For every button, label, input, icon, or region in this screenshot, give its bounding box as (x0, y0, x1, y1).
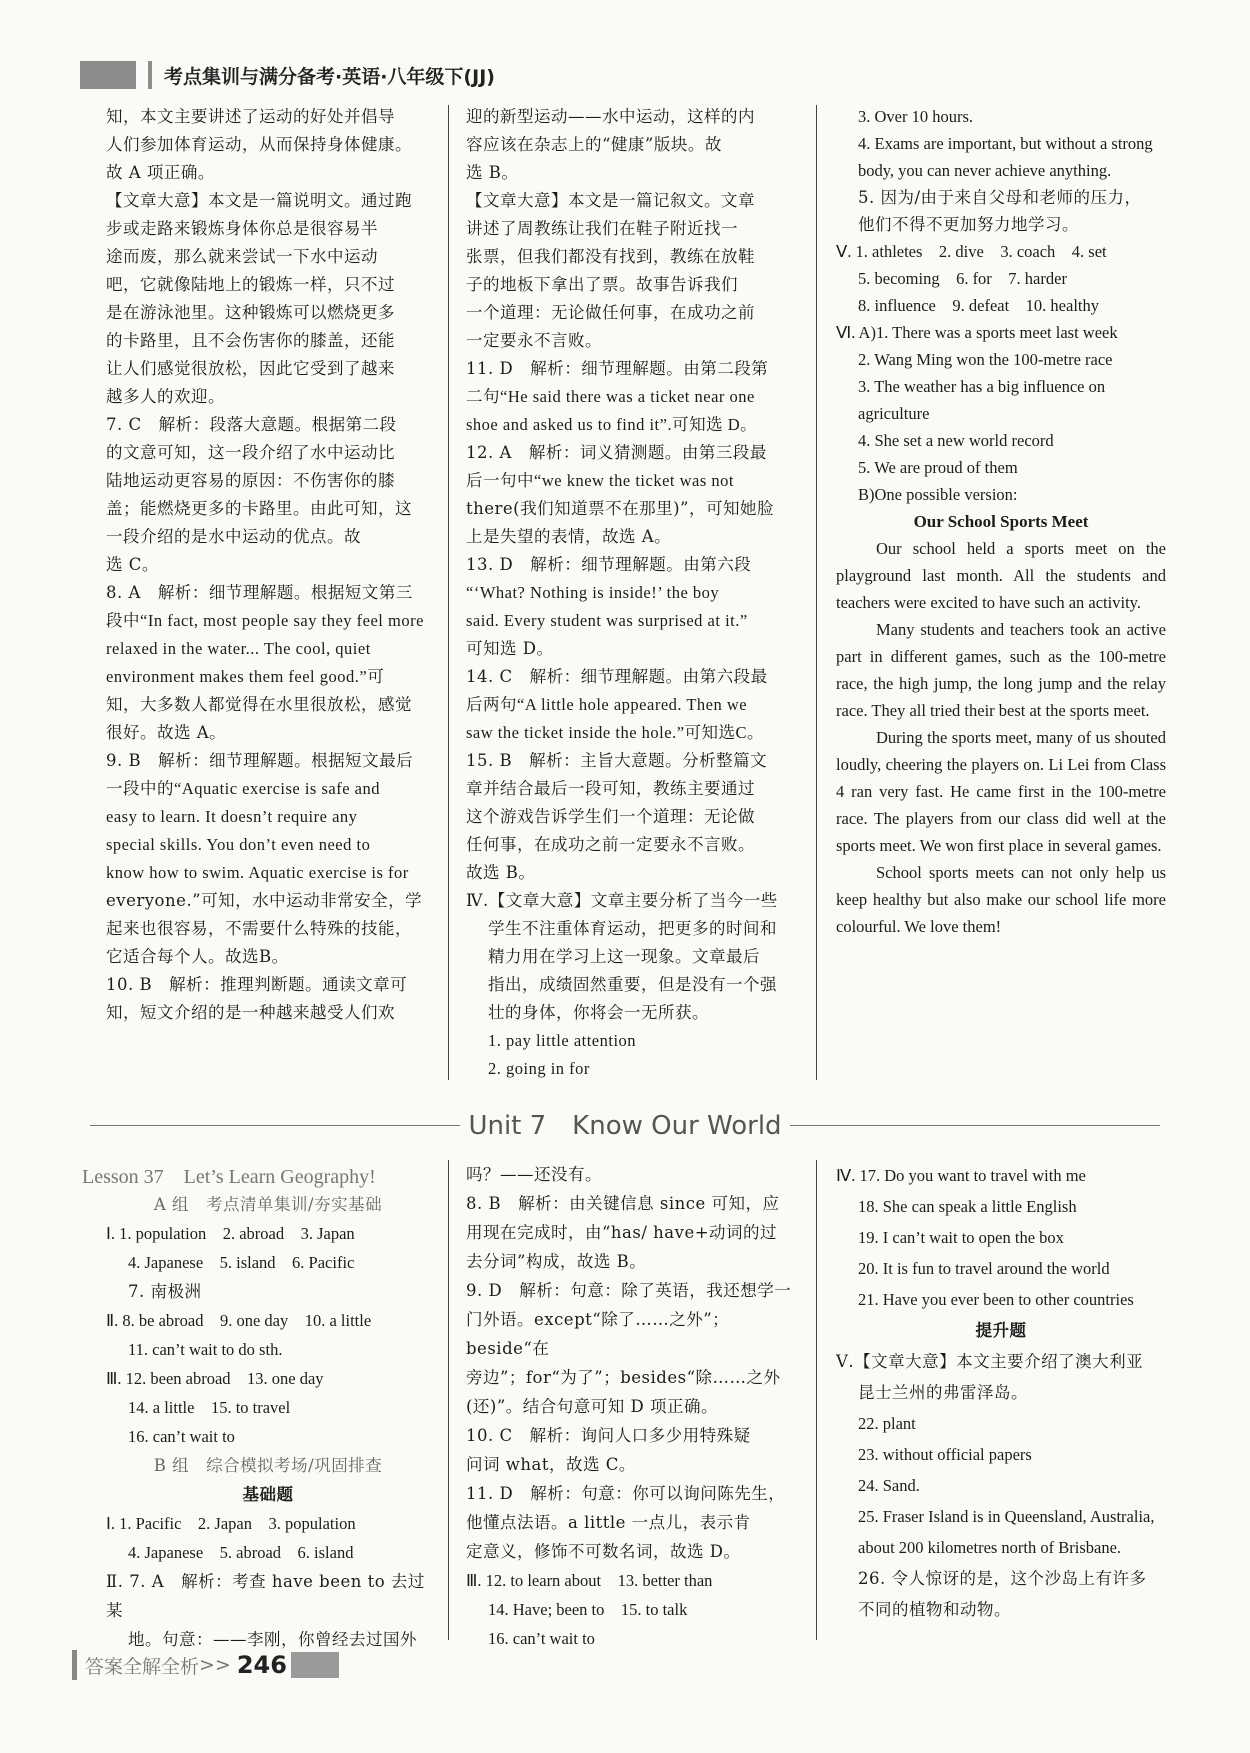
column-3-bottom (836, 1160, 1166, 1625)
text-line: Ⅳ.【文章大意】文章主要分析了当今一些 (466, 891, 778, 910)
text-line: 的卡路里，且不会伤害你的膝盖，还能 (106, 331, 395, 350)
text-line: 段中“In fact, most people say they feel more (106, 611, 424, 630)
text-line: about 200 kilometres north of Brisbane. (858, 1538, 1122, 1557)
text-line: 9. D 解析：句意：除了英语，我还想学一 (466, 1281, 792, 1300)
text-line: 定意义，修饰不可数名词，故选 D。 (466, 1542, 741, 1561)
header-decor-block (80, 61, 136, 89)
column-1-bottom (106, 1190, 430, 1654)
text-line: 7. 南极洲 (128, 1282, 202, 1301)
text-line: 5. We are proud of them (858, 458, 1018, 477)
text-line: Ⅱ. 8. be abroad 9. one day 10. a little (106, 1311, 372, 1330)
text-line: 5. becoming 6. for 7. harder (858, 269, 1067, 288)
unit-title: Unit 7 Know Our World (468, 1111, 782, 1141)
text-line: 26. 令人惊讶的是，这个沙岛上有许多 (858, 1569, 1147, 1588)
text-line: special skills. You don’t even need to (106, 835, 371, 854)
text-line: Ⅴ.【文章大意】本文主要介绍了澳大利亚 (836, 1352, 1144, 1371)
text-line: 盖；能燃烧更多的卡路里。由此可知，这 (106, 499, 412, 518)
section-heading: 提升题 (975, 1321, 1027, 1340)
text-line: 10. B 解析：推理判断题。通读文章可 (106, 975, 408, 994)
text-line: 去分词”构成，故选 B。 (466, 1252, 647, 1271)
text-line: 2. Wang Ming won the 100-metre race (858, 350, 1113, 369)
text-line: 8. A 解析：细节理解题。根据短文第三 (106, 583, 413, 602)
text-line: 3. The weather has a big influence on (858, 377, 1106, 396)
text-line: 10. C 解析：询问人口多少用特殊疑 (466, 1426, 751, 1445)
unit-title-rule-right (790, 1125, 1160, 1126)
text-line: 途而废，那么就来尝试一下水中运动 (106, 247, 378, 266)
text-line: 知，本文主要讲述了运动的好处并倡导 (106, 107, 395, 126)
text-line: shoe and asked us to find it”.可知选 D。 (466, 415, 758, 434)
text-line: 上是失望的表情，故选 A。 (466, 527, 672, 546)
text-line: 3. Over 10 hours. (858, 107, 974, 126)
text-line: Ⅴ. 1. athletes 2. dive 3. coach 4. set (836, 242, 1107, 261)
footer-decor-block (291, 1652, 339, 1678)
text-line: B)One possible version: (858, 485, 1018, 504)
text-line: 指出，成绩固然重要，但是没有一个强 (488, 975, 777, 994)
text-line: 不同的植物和动物。 (858, 1600, 1011, 1619)
text-line: 2. going in for (488, 1059, 590, 1078)
text-line: 迎的新型运动——水中运动，这样的内 (466, 107, 755, 126)
text-line: 14. C 解析：细节理解题。由第六段最 (466, 667, 768, 686)
text-line: body, you can never achieve anything. (858, 161, 1112, 180)
text-line: 旁边”；for“为了”；besides“除……之外 (466, 1368, 781, 1387)
text-line: 11. can’t wait to do sth. (128, 1340, 283, 1359)
text-line: 11. D 解析：句意：你可以询问陈先生， (466, 1484, 786, 1503)
header-decor-bar (148, 61, 152, 89)
text-line: 门外语。except“除了……之外”；beside“在 (466, 1310, 730, 1358)
column-rule (816, 1160, 817, 1640)
column-2-bottom (466, 1160, 796, 1653)
column-2-top (466, 103, 796, 1083)
text-line: 24. Sand. (858, 1476, 920, 1495)
text-line: Ⅲ. 12. been abroad 13. one day (106, 1369, 324, 1388)
running-header (80, 58, 495, 92)
text-line: 19. I can’t wait to open the box (858, 1228, 1064, 1247)
text-line: 让人们感觉很放松，因此它受到了越来 (106, 359, 395, 378)
text-line: 8. B 解析：由关键信息 since 可知，应 (466, 1194, 780, 1213)
essay-title: Our School Sports Meet (913, 512, 1089, 531)
text-line: agriculture (858, 404, 930, 423)
text-line: 4. She set a new world record (858, 431, 1054, 450)
text-line: 用现在完成时，由“has/ have+动词的过 (466, 1223, 778, 1242)
text-line: 14. a little 15. to travel (128, 1398, 291, 1417)
text-line: 4. Japanese 5. abroad 6. island (128, 1543, 354, 1562)
essay-paragraph: Many students and teachers took an active part in different games, such as the 100-metre race, the high jump, the long jump and the relay race. They all tried their best at the sports meet. (836, 620, 1166, 720)
text-line: 很好。故选 A。 (106, 723, 227, 742)
text-line: 9. B 解析：细节理解题。根据短文最后 (106, 751, 414, 770)
text-line: 是在游泳池里。这种锻炼可以燃烧更多 (106, 303, 395, 322)
text-line: 后两句“A little hole appeared. Then we (466, 695, 748, 714)
text-line: 越多人的欢迎。 (106, 387, 225, 406)
section-heading: 基础题 (242, 1485, 294, 1504)
text-line: 人们参加体育运动，从而保持身体健康。 (106, 135, 412, 154)
text-line: 23. without official papers (858, 1445, 1032, 1464)
text-line: 【文章大意】本文是一篇说明文。通过跑 (106, 191, 412, 210)
text-line: 吗？——还没有。 (466, 1165, 602, 1184)
text-line: 他懂点法语。a little 一点儿，表示肯 (466, 1513, 751, 1532)
essay-paragraph: Our school held a sports meet on the playground last month. All the students and teachers were excited to have such an activity. (836, 539, 1166, 612)
text-line: 它适合每个人。故选B。 (106, 947, 289, 966)
text-line: 壮的身体，你将会一无所获。 (488, 1003, 709, 1022)
footer-decor-bar (72, 1650, 77, 1680)
text-line: 4. Exams are important, but without a strong (858, 134, 1153, 153)
text-line: 11. D 解析：细节理解题。由第二段第 (466, 359, 769, 378)
text-line: 陆地运动更容易的原因：不伤害你的膝 (106, 471, 395, 490)
text-line: 15. B 解析：主旨大意题。分析整篇文 (466, 751, 768, 770)
column-rule (448, 1160, 449, 1640)
text-line: 吧，它就像陆地上的锻炼一样，只不过 (106, 275, 395, 294)
text-line: relaxed in the water... The cool, quiet (106, 639, 371, 658)
text-line: 章并结合最后一段可知，教练主要通过 (466, 779, 755, 798)
text-line: 4. Japanese 5. island 6. Pacific (128, 1253, 355, 1272)
text-line: 13. D 解析：细节理解题。由第六段 (466, 555, 752, 574)
text-line: 一段介绍的是水中运动的优点。故 (106, 527, 361, 546)
text-line: 7. C 解析：段落大意题。根据第二段 (106, 415, 397, 434)
text-line: 16. can’t wait to (128, 1427, 235, 1446)
column-1-top (106, 103, 430, 1027)
text-line: 昆士兰州的弗雷泽岛。 (858, 1383, 1028, 1402)
text-line: Ⅰ. 1. population 2. abroad 3. Japan (106, 1224, 355, 1243)
text-line: 20. It is fun to travel around the world (858, 1259, 1110, 1278)
text-line: know how to swim. Aquatic exercise is for (106, 863, 409, 882)
text-line: 步或走路来锻炼身体你总是很容易半 (106, 219, 378, 238)
text-line: 容应该在杂志上的“健康”版块。故 (466, 135, 722, 154)
text-line: 这个游戏告诉学生们一个道理：无论做 (466, 807, 755, 826)
text-line: 的文意可知，这一段介绍了水中运动比 (106, 443, 395, 462)
column-3-top (836, 103, 1166, 940)
text-line: 12. A 解析：词义猜测题。由第三段最 (466, 443, 767, 462)
text-line: there(我们知道票不在那里)”，可知她脸 (466, 499, 774, 518)
header-title: 考点集训与满分备考·英语·八年级下(JJ) (164, 65, 495, 88)
text-line: 21. Have you ever been to other countries (858, 1290, 1134, 1309)
text-line: 地。句意：——李刚，你曾经去过国外 (128, 1630, 417, 1649)
text-line: 1. pay little attention (488, 1031, 637, 1050)
text-line: Ⅰ. 1. Pacific 2. Japan 3. population (106, 1514, 356, 1533)
text-line: 精力用在学习上这一现象。文章最后 (488, 947, 760, 966)
text-line: 选 B。 (466, 163, 519, 182)
text-line: environment makes them feel good.”可 (106, 667, 385, 686)
text-line: 故选 B。 (466, 863, 536, 882)
text-line: saw the ticket inside the hole.”可知选C。 (466, 723, 765, 742)
text-line: 一段中的“Aquatic exercise is safe and (106, 779, 380, 798)
section-heading: A 组 考点清单集训/夯实基础 (153, 1195, 383, 1214)
text-line: 18. She can speak a little English (858, 1197, 1077, 1216)
lesson-title: Lesson 37 Let’s Learn Geography! (82, 1166, 376, 1188)
text-line: 讲述了周教练让我们在鞋子附近找一 (466, 219, 738, 238)
text-line: Ⅲ. 12. to learn about 13. better than (466, 1571, 713, 1590)
text-line: 张票，但我们都没有找到，教练在放鞋 (466, 247, 755, 266)
essay-paragraph: During the sports meet, many of us shouted loudly, cheering the players on. Li Lei from Class 4 ran very fast. He came first in the 100-metre race. The players from our class did well at the sports meet. We won first place in several games. (836, 728, 1166, 855)
text-line: 选 C。 (106, 555, 159, 574)
column-rule (448, 105, 449, 1080)
text-line: 学生不注重体育运动，把更多的时间和 (488, 919, 777, 938)
text-line: Ⅳ. 17. Do you want to travel with me (836, 1166, 1086, 1185)
column-rule (816, 105, 817, 1080)
text-line: easy to learn. It doesn’t require any (106, 807, 358, 826)
text-line: 二句“He said there was a ticket near one (466, 387, 755, 406)
text-line: 可知选 D。 (466, 639, 554, 658)
essay-paragraph: School sports meets can not only help us keep healthy but also make our school life more colourful. We love them! (836, 863, 1166, 936)
text-line: 8. influence 9. defeat 10. healthy (858, 296, 1099, 315)
text-line: 一定要永不言败。 (466, 331, 602, 350)
text-line: said. Every student was surprised at it.” (466, 611, 748, 630)
text-line: Ⅱ. 7. A 解析：考查 have been to 去过某 (106, 1572, 425, 1620)
page-footer (72, 1650, 339, 1680)
text-line: 5. 因为/由于来自父母和老师的压力， (858, 188, 1142, 207)
text-line: 22. plant (858, 1414, 916, 1433)
text-line: 子的地板下拿出了票。故事告诉我们 (466, 275, 738, 294)
text-line: “‘What? Nothing is inside!’ the boy (466, 583, 720, 602)
text-line: 16. can’t wait to (488, 1629, 595, 1648)
page-number: 246 (236, 1651, 287, 1679)
text-line: 14. Have; been to 15. to talk (488, 1600, 688, 1619)
footer-label: 答案全解全析 (85, 1655, 200, 1678)
text-line: everyone.”可知，水中运动非常安全，学 (106, 891, 423, 910)
section-heading: B 组 综合模拟考场/巩固排查 (153, 1456, 383, 1475)
text-line: 【文章大意】本文是一篇记叙文。文章 (466, 191, 755, 210)
text-line: 任何事，在成功之前一定要永不言败。 (466, 835, 755, 854)
text-line: Ⅵ. A)1. There was a sports meet last week (836, 323, 1118, 342)
text-line: 他们不得不更加努力地学习。 (858, 215, 1079, 234)
text-line: 问词 what，故选 C。 (466, 1455, 636, 1474)
text-line: 故 A 项正确。 (106, 163, 215, 182)
text-line: 起来也很容易，不需要什么特殊的技能， (106, 919, 412, 938)
chevron-right-icon: >> (199, 1654, 231, 1676)
text-line: 知，大多数人都觉得在水里很放松，感觉 (106, 695, 412, 714)
text-line: (还)”。结合句意可知 D 项正确。 (466, 1397, 719, 1416)
text-line: 后一句中“we knew the ticket was not (466, 471, 734, 490)
text-line: 25. Fraser Island is in Queensland, Australia, (858, 1507, 1155, 1526)
text-line: 知，短文介绍的是一种越来越受人们欢 (106, 1003, 395, 1022)
text-line: 一个道理：无论做任何事，在成功之前 (466, 303, 755, 322)
